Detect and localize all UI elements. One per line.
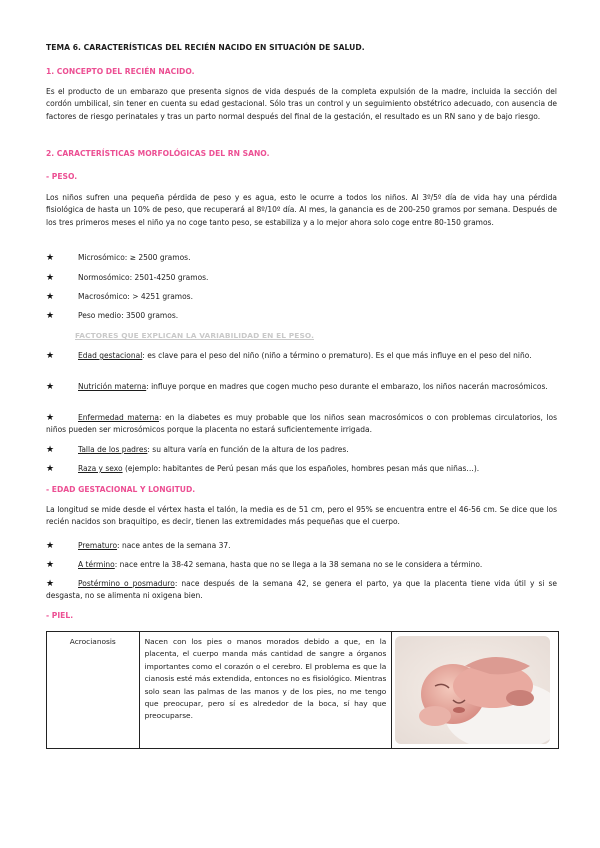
factor-desc: : en la diabetes es muy probable que los niños sean macrosómicos o con problemas circulatorios, los niños pueden ser microsómicos porque la placenta no estará suficientemente irrigada.: [46, 413, 557, 435]
peso-item: Peso medio: 3500 gramos.: [78, 311, 179, 320]
edad-term: Prematuro: [78, 541, 118, 550]
factor-term: Nutrición materna: [78, 382, 147, 391]
list-item: [46, 412, 557, 437]
list-item: [46, 578, 557, 603]
edad-desc: : nace después de la semana 42, se genera el parto, ya que la placenta tiene vida útil y si se desgasta, no se alimenta ni oxigena bien.: [46, 579, 557, 601]
star-icon: ★: [46, 253, 55, 263]
factor-term: Talla de los padres: [78, 445, 148, 454]
piel-image-cell: [392, 632, 559, 749]
factor-text: [46, 444, 557, 456]
factor-term: Raza y sexo: [78, 464, 123, 473]
star-icon: ★: [46, 579, 55, 589]
edad-desc: : nace entre la 38-42 semana, hasta que no se llega a la 38 semana no se le considera a término.: [114, 560, 483, 569]
peso-text: Los niños sufren una pequeña pérdida de peso y es agua, esto le ocurre a todos los niños. Al 3º/5º día de vida hay una pérdida fisiológica de hasta un 10% de peso, que recuperará al 8º/10º día. Al mes, la ganancia es de 200-250 gramos por semana. Después de los tres primeros meses el niño ya no coge tanto peso, se estabiliza y a lo mejor ahora solo coge entre 80-150 gramos.: [46, 193, 557, 227]
piel-table: [46, 631, 559, 749]
factor-term: Enfermedad materna: [78, 413, 159, 422]
factor-term: Edad gestacional: [78, 351, 143, 360]
piel-term-cell: Acrocianosis: [47, 632, 140, 749]
list-item: [46, 381, 557, 393]
table-row: [47, 632, 559, 749]
peso-item: Macrosómico: > 4251 gramos.: [78, 292, 193, 301]
factor-desc: : es clave para el peso del niño (niño a término o prematuro). Es el que más influye en el peso del niño.: [142, 351, 532, 360]
star-icon: ★: [46, 351, 55, 361]
peso-heading: - PESO.: [46, 172, 78, 181]
factores-heading: FACTORES QUE EXPLICAN LA VARIABILIDAD EN EL PESO.: [75, 331, 314, 340]
piel-heading: - PIEL.: [46, 611, 74, 620]
factor-desc: (ejemplo: habitantes de Perú pesan más que los españoles, hombres pesan más que niñas…).: [122, 464, 480, 473]
factor-text: [46, 350, 557, 362]
edad-heading: - EDAD GESTACIONAL Y LONGITUD.: [46, 485, 196, 494]
star-icon: ★: [46, 541, 55, 551]
newborn-photo: [395, 636, 550, 744]
section1-text: Es el producto de un embarazo que presenta signos de vida después de la completa expulsión de la madre, incluida la sección del cordón umbilical, sin tener en cuenta su edad gestacional. Sólo tras un control y un seguimiento obstétrico adecuado, con ausencia de factores de riesgo perinatales y tras un parto normal después del final de la gestación, el resultado es un RN sano y de bajo riesgo.: [46, 87, 557, 121]
factor-text: [46, 412, 557, 437]
list-item: [46, 559, 557, 571]
newborn-illustration: [395, 636, 550, 744]
star-icon: ★: [46, 273, 55, 283]
peso-item: Microsómico: ≥ 2500 gramos.: [78, 253, 191, 262]
list-item: [46, 540, 557, 552]
star-icon: ★: [46, 292, 55, 302]
section1-heading: 1. CONCEPTO DEL RECIÉN NACIDO.: [46, 67, 195, 76]
document-title: TEMA 6. CARACTERÍSTICAS DEL RECIÉN NACIDO EN SITUACIÓN DE SALUD.: [46, 43, 365, 52]
edad-term: Postérmino o posmaduro: [78, 579, 175, 588]
star-icon: ★: [46, 560, 55, 570]
edad-term: A término: [78, 560, 115, 569]
peso-item: Normosómico: 2501-4250 gramos.: [78, 273, 209, 282]
factor-desc: : su altura varía en función de la altura de los padres.: [147, 445, 349, 454]
edad-item-text: [46, 559, 557, 571]
factor-desc: : influye porque en madres que cogen mucho peso durante el embarazo, los niños nacerán macrosómicos.: [146, 382, 548, 391]
edad-item-text: [46, 540, 557, 552]
list-item: [46, 350, 557, 362]
list-item: [46, 463, 557, 475]
section2-heading: 2. CARACTERÍSTICAS MORFOLÓGICAS DEL RN SANO.: [46, 149, 270, 158]
edad-text: La longitud se mide desde el vértex hasta el talón, la media es de 51 cm, pero el 95% se encuentra entre el 46-56 cm. Se dice que los recién nacidos son braquitipo, es decir, tienen las extremidades más pequeñas que el cuerpo.: [46, 505, 557, 527]
star-icon: ★: [46, 445, 55, 455]
edad-item-text: [46, 578, 557, 603]
list-item: [46, 444, 557, 456]
edad-desc: : nace antes de la semana 37.: [117, 541, 231, 550]
star-icon: ★: [46, 464, 55, 474]
star-icon: ★: [46, 413, 55, 423]
factor-text: [46, 463, 557, 475]
star-icon: ★: [46, 311, 55, 321]
factor-text: [46, 381, 557, 393]
piel-text-cell: Nacen con los pies o manos morados debido a que, en la placenta, el cuerpo manda más cantidad de sangre a órganos importantes como el corazón o el cerebro. El problema es que la cianosis esté más extendida, entonces no es fisiológico. Mientras solo sean las palmas de las manos y de los pies, no me tengo que preocupar, pero sí es alrededor de la boca, sí hay que preocuparse.: [139, 632, 392, 749]
star-icon: ★: [46, 382, 55, 392]
